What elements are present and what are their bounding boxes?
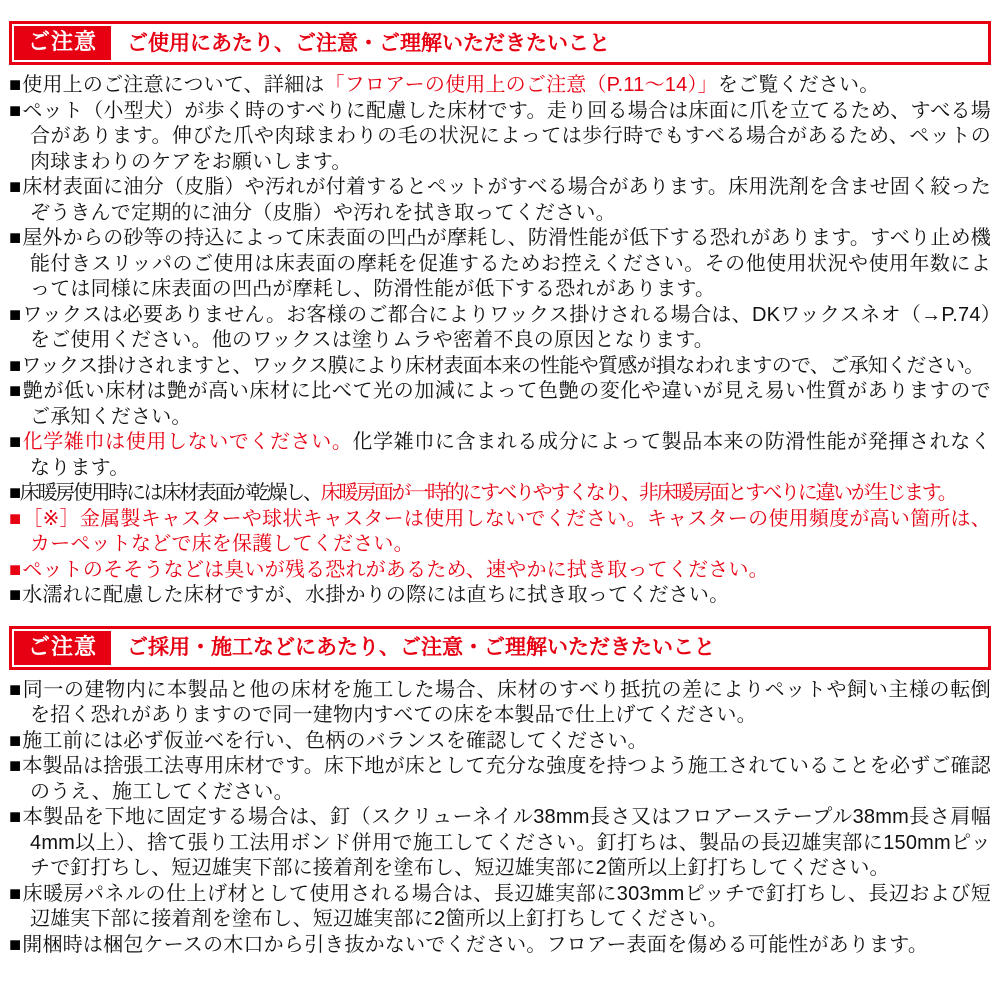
notice-text-segment: 床暖房パネルの仕上げ材として使用される場合は、長辺雄実部に303mmピッチで釘打ちし、長辺および短辺雄実下部に接着剤を塗布し、短辺雄実部に2箇所以上釘打ちしてください。 xyxy=(22,882,991,930)
notice-text-segment: 床材表面に油分（皮脂）や汚れが付着するとペットがすべる場合があります。床用洗剤を含ませ固く絞ったぞうきんで定期的に油分（皮脂）や汚れを拭き取ってください。 xyxy=(22,176,991,224)
bullet-square-icon: ■ xyxy=(9,933,22,956)
notice-item xyxy=(9,507,991,558)
notice-item xyxy=(9,678,991,729)
bullet-square-icon: ■ xyxy=(9,74,22,96)
notice-text-segment: ペット（小型犬）が歩く時のすべりに配慮した床材です。走り回る場合は床面に爪を立てるため、すべる場合があります。伸びた爪や肉球まわりの毛の状況によっては歩行時でもすべる場合があるため、ペットの肉球まわりのケアをお願いします。 xyxy=(22,99,992,173)
notice-text-segment: ［※］金属製キャスターや球状キャスターは使用しないでください。キャスターの使用頻度が高い箇所は、カーペットなどで床を保護してください。 xyxy=(22,507,992,555)
notice-item xyxy=(9,583,991,609)
notice-item xyxy=(9,754,991,805)
bullet-square-icon: ■ xyxy=(9,755,22,777)
notice-text-segment: 化学雑巾に含まれる成分によって製品本来の防滑性能が発揮されなくなります。 xyxy=(30,431,992,479)
usage-notice-list xyxy=(9,73,991,609)
notice-item xyxy=(9,175,991,226)
notice-item xyxy=(9,303,991,354)
bullet-square-icon: ■ xyxy=(9,227,22,249)
notice-item xyxy=(9,481,991,507)
notice-item xyxy=(9,99,991,176)
section-title-installation: ご採用・施工などにあたり、ご注意・ご理解いただきたいこと xyxy=(127,636,716,659)
notice-text-segment: 本製品は捨張工法専用床材です。床下地が床として充分な強度を持つよう施工されていることを必ずご確認のうえ、施工してください。 xyxy=(22,755,991,803)
notice-text-segment: ペットのそそうなどは臭いが残る恐れがあるため、速やかに拭き取ってください。 xyxy=(22,558,769,581)
notice-text-segment: 艶が低い床材は艶が高い床材に比べて光の加減によって色艶の変化や違いが見え易い性質がありますのでご承知ください。 xyxy=(22,380,992,428)
section-header-installation xyxy=(9,626,991,670)
notice-text-segment: をご覧ください。 xyxy=(717,74,880,96)
bullet-square-icon: ■ xyxy=(9,882,22,905)
notice-text-segment: 本製品を下地に固定する場合は、釘（スクリューネイル38mm長さ又はフロアーステープル38mm長さ肩幅4mm以上）、捨て張り工法用ボンド併用で施工してください。釘打ちは、製品の長辺雄実部に150mmピッチで釘打ちし、短辺雄実下部に接着剤を塗布し、短辺雄実部に2箇所以上釘打ちしてください。 xyxy=(22,806,991,879)
notice-text-segment: ワックスは必要ありません。お客様のご都合によりワックス掛けされる場合は、DKワックスネオ（→P.74）をご使用ください。他のワックスは塗りムラや密着不良の原因となります。 xyxy=(22,303,992,351)
notice-text-segment: 開梱時は梱包ケースの木口から引き抜かないでください。フロアー表面を傷める可能性があります。 xyxy=(22,933,929,956)
notice-item xyxy=(9,805,991,882)
notice-text-segment: 床暖房面が一時的にすべりやすくなり、非床暖房面とすべりに違いが生じます。 xyxy=(320,482,956,504)
caution-badge: ご注意 xyxy=(14,631,111,665)
notice-item xyxy=(9,430,991,481)
bullet-square-icon: ■ xyxy=(9,176,22,198)
bullet-square-icon: ■ xyxy=(9,584,22,606)
installation-caution-section xyxy=(9,626,991,959)
notice-item xyxy=(9,73,991,99)
bullet-square-icon: ■ xyxy=(9,507,22,530)
notice-text-segment: ワックス掛けされますと、ワックス膜により床材表面本来の性能や質感が損なわれますので、ご承知ください。 xyxy=(21,354,984,377)
section-header-usage xyxy=(9,21,991,65)
notice-item xyxy=(9,226,991,303)
bullet-square-icon: ■ xyxy=(9,806,22,828)
bullet-square-icon: ■ xyxy=(9,354,21,377)
caution-badge: ご注意 xyxy=(14,26,111,60)
bullet-square-icon: ■ xyxy=(9,99,22,122)
notice-item xyxy=(9,882,991,933)
notice-text-segment: 屋外からの砂等の持込によって床表面の凹凸が摩耗し、防滑性能が低下する恐れがあります。すべり止め機能付きスリッパのご使用は床表面の摩耗を促進するためお控えください。その他使用状況や使用年数によっては同様に床表面の凹凸が摩耗し、防滑性能が低下する恐れがあります。 xyxy=(22,227,991,300)
section-title-usage: ご使用にあたり、ご注意・ご理解いただきたいこと xyxy=(127,31,611,55)
notice-text-segment: 化学雑巾は使用しないでください。 xyxy=(22,431,353,453)
notice-text-segment: 水濡れに配慮した床材ですが、水掛かりの際には直ちに拭き取ってください。 xyxy=(22,584,730,606)
notice-item xyxy=(9,729,991,755)
notice-item xyxy=(9,558,991,584)
bullet-square-icon: ■ xyxy=(9,558,22,581)
notice-item xyxy=(9,354,991,380)
bullet-square-icon: ■ xyxy=(9,729,22,752)
notice-item xyxy=(9,933,991,959)
bullet-square-icon: ■ xyxy=(9,482,19,504)
notice-text-segment: 「フロアーの使用上のご注意（P.11～14）」 xyxy=(324,74,718,96)
notice-item xyxy=(9,379,991,430)
bullet-square-icon: ■ xyxy=(9,303,22,326)
notice-text-segment: 使用上のご注意について、詳細は xyxy=(22,74,325,96)
notice-text-segment: 施工前には必ず仮並べを行い、色柄のバランスを確認してください。 xyxy=(22,729,648,752)
notice-text-segment: 同一の建物内に本製品と他の床材を施工した場合、床材のすべり抵抗の差によりペットや飼い主様の転倒を招く恐れがありますので同一建物内すべての床を本製品で仕上げてください。 xyxy=(22,678,992,726)
bullet-square-icon: ■ xyxy=(9,431,22,453)
bullet-square-icon: ■ xyxy=(9,678,22,701)
notice-text-segment: 床暖房使用時には床材表面が乾燥し、 xyxy=(19,482,321,504)
installation-notice-list xyxy=(9,678,991,959)
usage-caution-section xyxy=(9,21,991,609)
bullet-square-icon: ■ xyxy=(9,380,22,402)
